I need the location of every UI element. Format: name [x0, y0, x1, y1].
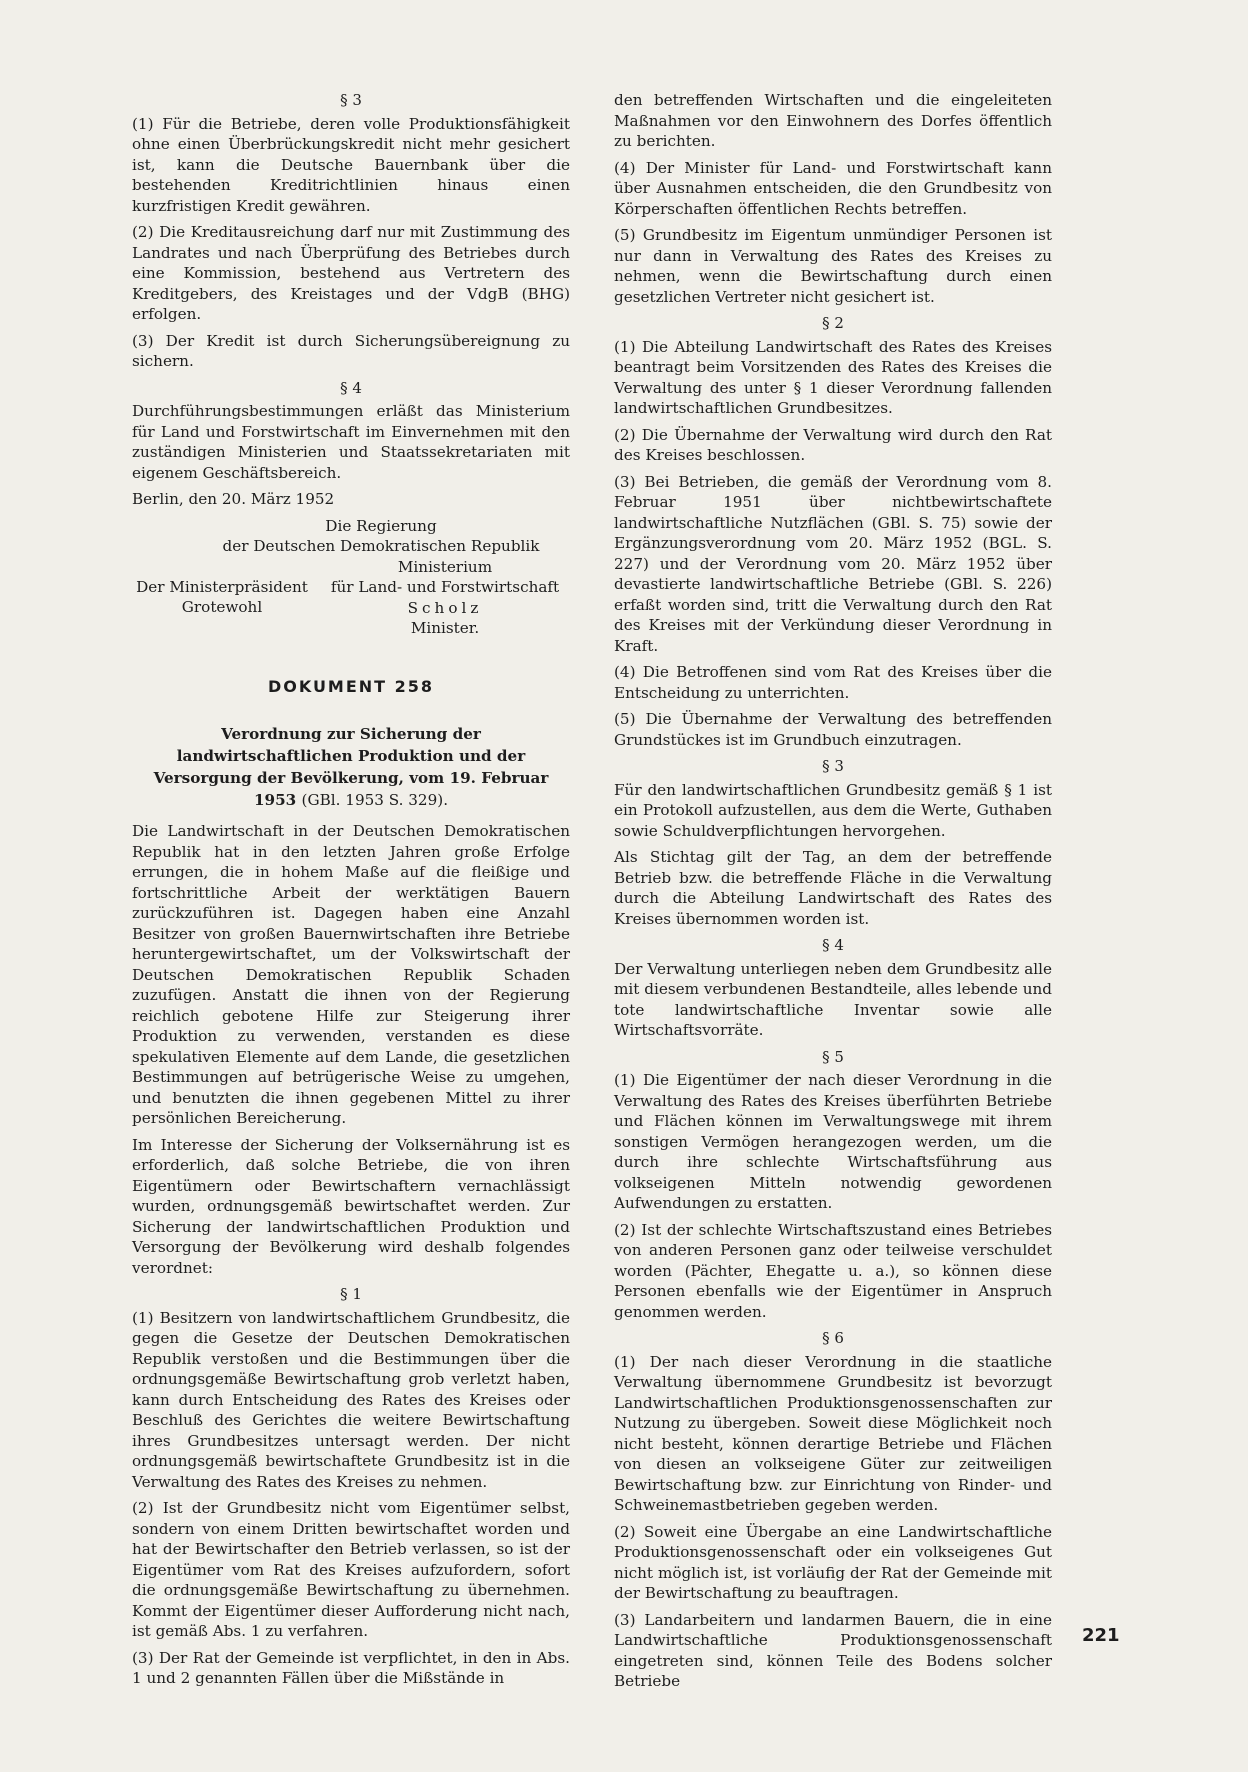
paragraph: Im Interesse der Sicherung der Volksernährung ist es erforderlich, daß solche Betriebe, die von ihren Eigentümern oder Bewirtschaftern vernachlässigt wurden, ordnungsgemäß bewirtschaftet werden. Zur Sicherung der landwirtschaftlichen Produktion und Versorgung der Bevölkerung wird deshalb folgendes verordnet: — [132, 1135, 570, 1277]
signature-block — [132, 516, 570, 639]
paragraph: (1) Besitzern von landwirtschaftlichem Grundbesitz, die gegen die Gesetze der Deutschen Demokratischen Republik verstoßen und die Bestimmungen über die ordnungsgemäße Bewirtschaftung grob verletzt haben, kann durch Entscheidung des Rates des Kreises oder Beschluß des Gerichtes die weitere Bewirtschaftung ihres Grundbesitzes untersagt werden. Der nicht ordnungsgemäß bewirtschaftete Grundbesitz ist in die Verwaltung des Rates des Kreises zu nehmen. — [132, 1308, 570, 1491]
government-signature: Die Regierung der Deutschen Demokratischen Republik — [222, 516, 540, 555]
paragraph: (2) Die Übernahme der Verwaltung wird durch den Rat des Kreises beschlossen. — [614, 425, 1052, 464]
minister-signature: Ministerium für Land- und Forstwirtschaft Scholz Minister. — [330, 557, 560, 637]
paragraph: (3) Bei Betrieben, die gemäß der Verordnung vom 8. Februar 1951 über nichtbewirtschaftete landwirtschaftliche Nutzflächen (GBl. S. 75) sowie der Ergänzungsverordnung vom 20. März 1952 (BGL. S. 227) und der Verordnung vom 20. März 1952 über devastierte landwirtschaftliche Betriebe (GBl. S. 226) erfaßt worden sind, tritt die Verwaltung durch den Rat des Kreises mit der Verkündung dieser Verordnung in Kraft. — [614, 472, 1052, 655]
paragraph: (3) Landarbeitern und landarmen Bauern, die in eine Landwirtschaftliche Produktionsgenossenschaft eingetreten sind, können Teile des Bodens solcher Betriebe — [614, 1610, 1052, 1690]
document-title: Verordnung zur Sicherung der landwirtschaftlichen Produktion und der Versorgung der Bevölkerung, vom 19. Februar 1953 (GBl. 1953 S. 329). — [153, 725, 549, 809]
paragraph: den betreffenden Wirtschaften und die eingeleiteten Maßnahmen vor den Einwohnern des Dorfes öffentlich zu berichten. — [614, 91, 1052, 150]
section-heading-5: § 5 — [822, 1047, 844, 1066]
paragraph: (5) Die Übernahme der Verwaltung des betreffenden Grundstückes ist im Grundbuch einzutragen. — [614, 710, 1052, 749]
paragraph: (2) Ist der schlechte Wirtschaftszustand eines Betriebes von anderen Personen ganz oder teilweise verschuldet worden (Pächter, Ehegatte u. a.), so können diese Personen ebenfalls wie der Eigentümer in Anspruch genommen werden. — [614, 1220, 1052, 1321]
right-column — [614, 90, 1052, 1698]
paragraph: (3) Der Kredit ist durch Sicherungsübereignung zu sichern. — [132, 331, 570, 370]
paragraph: (1) Für die Betriebe, deren volle Produktionsfähigkeit ohne einen Überbrückungskredit nicht mehr gesichert ist, kann die Deutsche Bauernbank über die bestehenden Kreditrichtlinien hinaus einen kurzfristigen Kredit gewähren. — [132, 114, 570, 215]
document-heading: DOKUMENT 258 — [267, 676, 435, 696]
paragraph: (1) Die Abteilung Landwirtschaft des Rates des Kreises beantragt beim Vorsitzenden des Rates des Kreises die Verwaltung des unter § 1 dieser Verordnung fallenden landwirtschaftlichen Grundbesitzes. — [614, 337, 1052, 417]
paragraph: Durchführungsbestimmungen erläßt das Ministerium für Land und Forstwirtschaft im Einvernehmen mit den zuständigen Ministerien und Staatssekretariaten mit eigenem Geschäftsbereich. — [132, 402, 570, 482]
section-heading-1: § 1 — [340, 1285, 362, 1303]
section-heading-3: § 3 — [340, 91, 362, 109]
paragraph: Der Verwaltung unterliegen neben dem Grundbesitz alle mit diesem verbundenen Bestandteile, alles lebende und tote landwirtschaftliche Inventar sowie alle Wirtschaftsvorräte. — [614, 959, 1052, 1039]
left-column — [132, 90, 570, 1695]
prime-minister-signature: Der Ministerpräsident Grotewohl — [136, 577, 308, 616]
paragraph: (4) Die Betroffenen sind vom Rat des Kreises über die Entscheidung zu unterrichten. — [614, 663, 1052, 702]
paragraph: (3) Der Rat der Gemeinde ist verpflichtet, in den in Abs. 1 und 2 genannten Fällen über die Mißstände in — [132, 1648, 570, 1687]
section-heading-4: § 4 — [340, 378, 362, 397]
section-heading-4: § 4 — [822, 936, 844, 954]
paragraph: (2) Soweit eine Übergabe an eine Landwirtschaftliche Produktionsgenossenschaft oder ein volkseigenes Gut nicht möglich ist, ist vorläufig der Rat der Gemeinde mit der Bewirtschaftung zu beauftragen. — [614, 1522, 1052, 1602]
paragraph: Als Stichtag gilt der Tag, an dem der betreffende Betrieb bzw. die betreffende Fläche in die Verwaltung durch die Abteilung Landwirtschaft des Rates des Kreises übernommen worden ist. — [614, 848, 1052, 928]
page-number: 221 — [1082, 1625, 1120, 1646]
paragraph: (1) Die Eigentümer der nach dieser Verordnung in die Verwaltung des Rates des Kreises überführten Betriebe und Flächen können im Verwaltungswege mit ihrem sonstigen Vermögen herangezogen werden, um die durch ihre schlechte Wirtschaftsführung aus volkseigenen Mitteln notwendig gewordenen Aufwendungen zu erstatten. — [614, 1071, 1052, 1212]
dateline: Berlin, den 20. März 1952 — [132, 490, 335, 508]
section-heading-2: § 2 — [822, 314, 844, 332]
paragraph: (1) Der nach dieser Verordnung in die staatliche Verwaltung übernommene Grundbesitz ist bevorzugt Landwirtschaftlichen Produktionsgenossenschaften zur Nutzung zu übergeben. Soweit diese Möglichkeit noch nicht besteht, können derartige Betriebe und Flächen von diesen an volkseigene Güter zur zeitweiligen Bewirtschaftung bzw. zur Einrichtung von Rinder- und Schweinemastbetrieben gegeben werden. — [614, 1352, 1052, 1514]
section-heading-6: § 6 — [822, 1329, 844, 1347]
paragraph: (2) Ist der Grundbesitz nicht vom Eigentümer selbst, sondern von einem Dritten bewirtschaftet worden und hat der Bewirtschafter den Betrieb verlassen, so ist der Eigentümer vom Rat des Kreises aufzufordern, sofort die ordnungsgemäße Bewirtschaftung zu übernehmen. Kommt der Eigentümer dieser Aufforderung nicht nach, ist gemäß Abs. 1 zu verfahren. — [132, 1499, 570, 1640]
paragraph: (2) Die Kreditausreichung darf nur mit Zustimmung des Landrates und nach Überprüfung des Betriebes durch eine Kommission, bestehend aus Vertretern des Kreditgebers, des Kreistages und der VdgB (BHG) erfolgen. — [132, 223, 570, 323]
paragraph: Für den landwirtschaftlichen Grundbesitz gemäß § 1 ist ein Protokoll aufzustellen, aus dem die Werte, Guthaben sowie Schuldverpflichtungen hervorgehen. — [614, 780, 1052, 840]
paragraph: (4) Der Minister für Land- und Forstwirtschaft kann über Ausnahmen entscheiden, die den Grundbesitz von Körperschaften öffentlichen Rechts betreffen. — [614, 158, 1052, 218]
section-heading-3: § 3 — [822, 757, 844, 775]
paragraph: Die Landwirtschaft in der Deutschen Demokratischen Republik hat in den letzten Jahren große Erfolge errungen, die in hohem Maße auf die fleißige und fortschrittliche Arbeit der werktätigen Bauern zurückzuführen ist. Dagegen haben eine Anzahl Besitzer von großen Bauernwirtschaften ihre Betriebe heruntergewirtschaftet, um der Volkswirtschaft der Deutschen Demokratischen Republik Schaden zuzufügen. Anstatt die ihnen von der Regierung reichlich gebotene Hilfe zur Steigerung ihrer Produktion zu verwenden, verstanden es diese spekulativen Elemente auf dem Lande, die gesetzlichen Bestimmungen auf betrügerische Weise zu umgehen, und benutzten die ihnen gegebenen Mittel zu ihrer persönlichen Bereicherung. — [132, 822, 570, 1127]
paragraph: (5) Grundbesitz im Eigentum unmündiger Personen ist nur dann in Verwaltung des Rates des Kreises zu nehmen, wenn die Bewirtschaftung durch einen gesetzlichen Vertreter nicht gesichert ist. — [614, 226, 1052, 306]
